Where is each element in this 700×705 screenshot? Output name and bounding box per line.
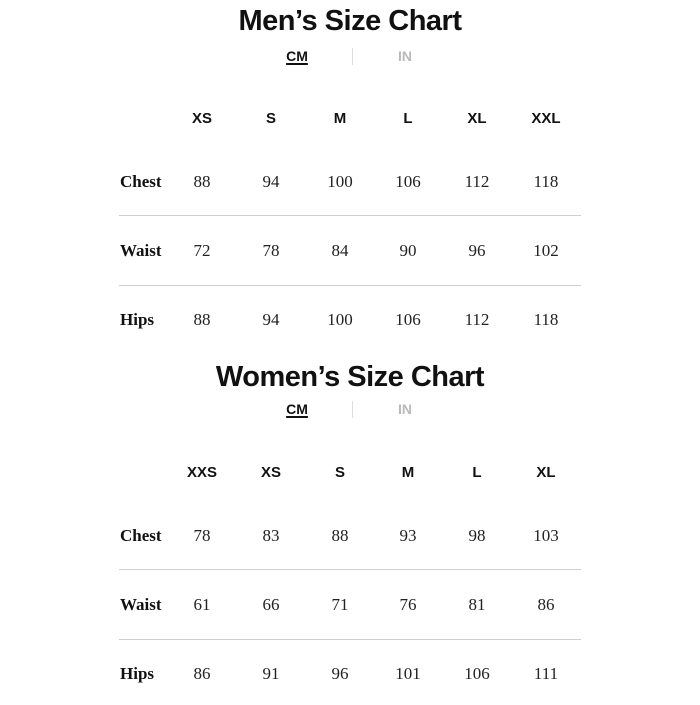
mens-table-cell: 100 (327, 310, 353, 329)
womens-table-cell: 96 (331, 664, 349, 683)
mens-row-divider (119, 285, 581, 286)
womens-table-cell: 88 (331, 526, 349, 545)
womens-table-cell: 83 (262, 526, 280, 545)
womens-size-header: L (472, 464, 482, 481)
womens-table-cell: 101 (395, 664, 421, 683)
womens-table-cell: 81 (468, 595, 486, 614)
womens-table-cell: 76 (399, 595, 417, 614)
womens-unit-cm-label: CM (286, 401, 308, 417)
womens-table-cell: 78 (193, 526, 211, 545)
womens-table-cell: 86 (537, 595, 555, 614)
womens-row-divider (119, 569, 581, 570)
mens-table-cell: 100 (327, 172, 353, 191)
mens-unit-in-option[interactable] (375, 48, 435, 64)
mens-size-header: M (333, 110, 347, 127)
mens-table-cell: 88 (193, 310, 211, 329)
mens-table-cell: 106 (395, 310, 421, 329)
womens-table-cell: 98 (468, 526, 486, 545)
mens-table-cell: 78 (262, 241, 280, 260)
womens-size-header: XXS (186, 464, 217, 481)
mens-size-table (0, 100, 700, 345)
womens-table-cell: 91 (262, 664, 280, 683)
womens-row-label-waist: Waist (120, 595, 162, 614)
mens-table-cell: 102 (533, 241, 559, 260)
womens-size-table (0, 454, 700, 699)
womens-size-header: XL (536, 464, 556, 481)
womens-unit-divider (352, 401, 353, 418)
womens-unit-in-option[interactable] (375, 401, 435, 417)
womens-table-cell: 111 (533, 664, 559, 683)
mens-size-header: S (265, 110, 276, 127)
womens-row-label-chest: Chest (120, 526, 162, 545)
mens-unit-divider (352, 48, 353, 65)
mens-table-cell: 112 (464, 172, 490, 191)
womens-size-header: M (401, 464, 415, 481)
mens-size-chart (0, 0, 700, 350)
womens-table-cell: 61 (193, 595, 211, 614)
mens-row-divider (119, 215, 581, 216)
womens-table-cell: 66 (262, 595, 280, 614)
womens-table-cell: 86 (193, 664, 211, 683)
mens-size-header: XL (467, 110, 487, 127)
mens-size-header: XS (191, 110, 212, 127)
mens-table-cell: 84 (331, 241, 349, 260)
mens-row-label-hips: Hips (120, 310, 155, 329)
mens-table-cell: 96 (468, 241, 486, 260)
womens-table-cell: 93 (399, 526, 417, 545)
mens-table-cell: 106 (395, 172, 421, 191)
mens-table-cell: 112 (464, 310, 490, 329)
mens-size-header: L (403, 110, 413, 127)
womens-row-label-hips: Hips (120, 664, 155, 683)
mens-table-cell: 94 (262, 172, 280, 191)
mens-chart-title: Men’s Size Chart (238, 5, 462, 37)
mens-table-cell: 88 (193, 172, 211, 191)
mens-row-label-chest: Chest (120, 172, 162, 191)
womens-chart-title: Women’s Size Chart (215, 361, 485, 393)
womens-unit-cm-option[interactable] (267, 401, 327, 417)
mens-table-cell: 94 (262, 310, 280, 329)
mens-table-cell: 118 (533, 310, 559, 329)
mens-table-cell: 90 (399, 241, 417, 260)
mens-unit-in-label: IN (398, 48, 412, 64)
womens-table-cell: 106 (464, 664, 490, 683)
womens-size-header: XS (260, 464, 281, 481)
mens-size-header: XXL (531, 110, 561, 127)
womens-unit-toggle (0, 401, 700, 419)
mens-row-label-waist: Waist (120, 241, 162, 260)
womens-size-chart (0, 355, 700, 705)
womens-row-divider (119, 639, 581, 640)
womens-size-header: S (334, 464, 345, 481)
mens-unit-cm-label: CM (286, 48, 308, 64)
womens-unit-in-label: IN (398, 401, 412, 417)
mens-unit-cm-option[interactable] (267, 48, 327, 64)
mens-table-cell: 118 (533, 172, 559, 191)
mens-unit-toggle (0, 48, 700, 66)
womens-table-cell: 103 (533, 526, 559, 545)
womens-table-cell: 71 (331, 595, 349, 614)
mens-table-cell: 72 (193, 241, 211, 260)
